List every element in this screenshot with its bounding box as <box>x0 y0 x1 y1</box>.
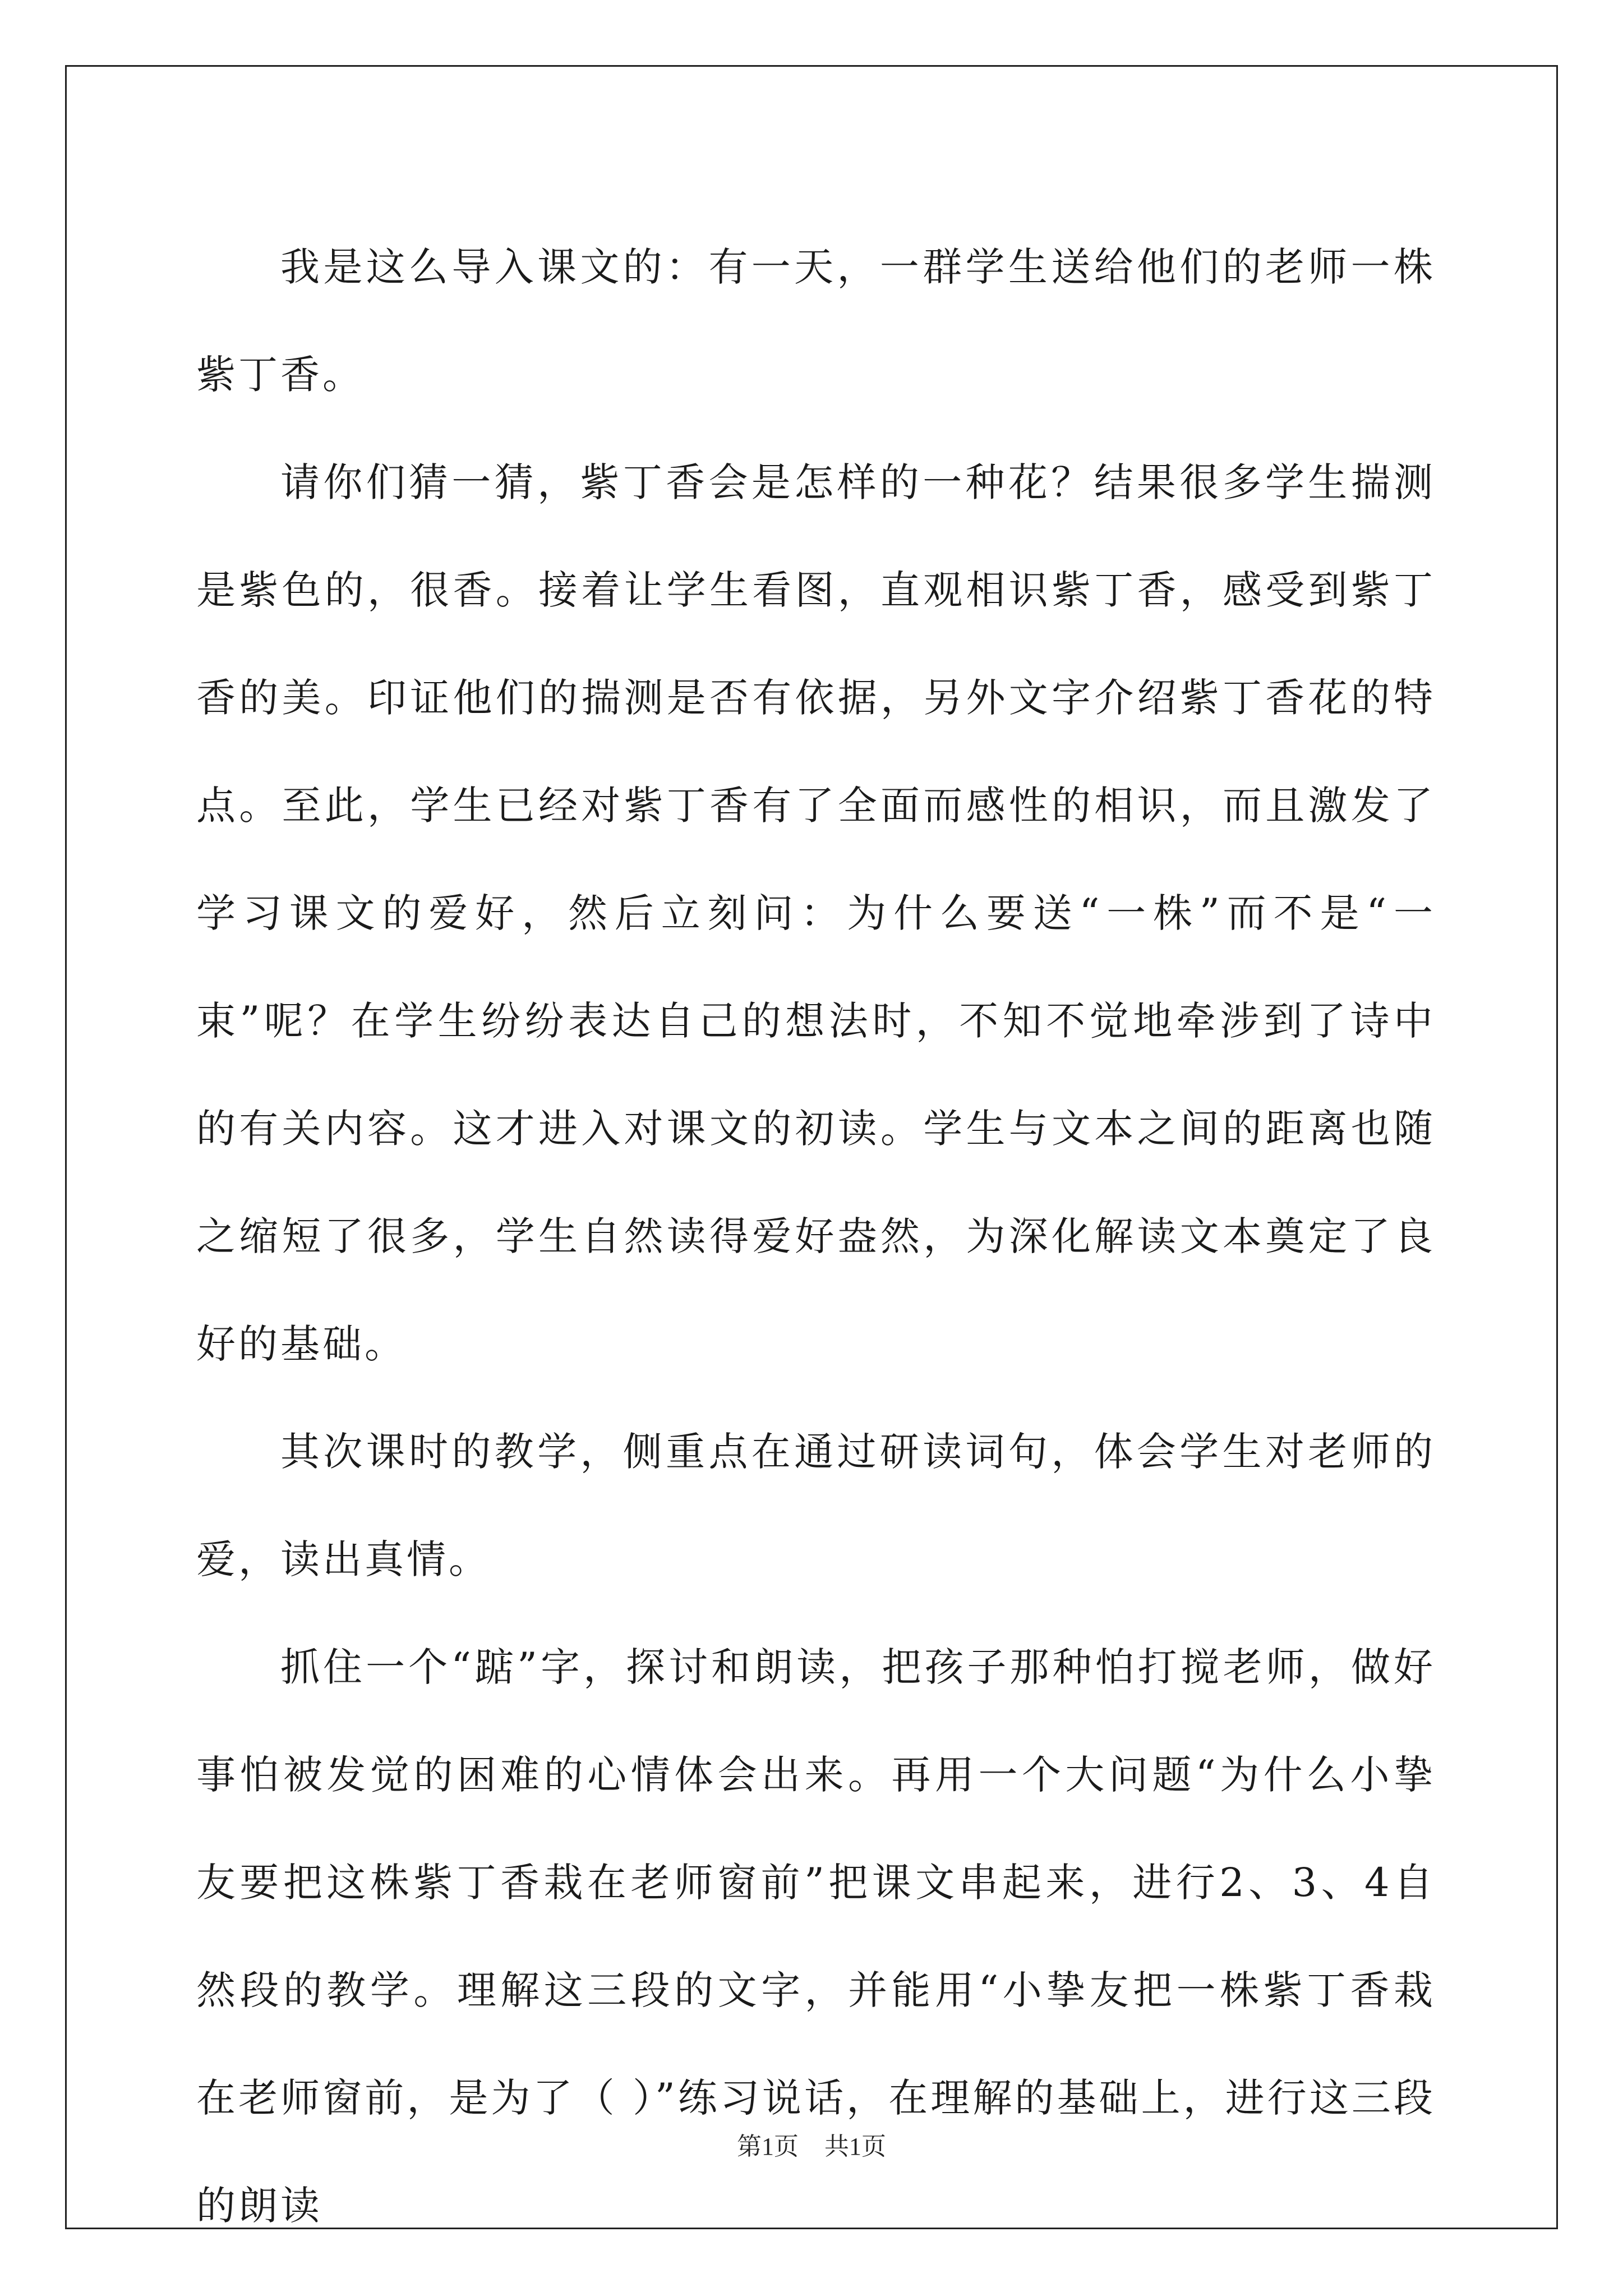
paragraph-guess: 请你们猜一猜，紫丁香会是怎样的一种花？结果很多学生揣测是紫色的，很香。接着让学生看图，直观相识紫丁香，感受到紫丁香的美。印证他们的揣测是否有依据，另外文字介绍紫丁香花的特点。至此，学生已经对紫丁香有了全面而感性的相识，而且激发了学习课文的爱好，然后立刻问：为什么要送“一株”而不是“一束”呢？在学生纷纷表达自己的想法时，不知不觉地牵涉到了诗中的有关内容。这才进入对课文的初读。学生与文本之间的距离也随之缩短了很多，学生自然读得爱好盎然，为深化解读文本奠定了良好的基础。 <box>196 459 1436 1367</box>
paragraph-second-lesson: 其次课时的教学，侧重点在通过研读词句，体会学生对老师的爱，读出真情。 <box>196 1429 1436 1582</box>
paragraph-tiptoe: 抓住一个“踮”字，探讨和朗读，把孩子那种怕打搅老师，做好事怕被发觉的困难的心情体会出来。再用一个大问题“为什么小挚友要把这株紫丁香栽在老师窗前”把课文串起来，进行2、3、4自然段的教学。理解这三段的文字，并能用“小挚友把一株紫丁香栽在老师窗前，是为了（ ）”练习说话，在理解的基础上，进行这三段的朗读 <box>196 1644 1436 2229</box>
document-body <box>196 213 1436 2260</box>
page-footer <box>0 2126 1623 2162</box>
paragraph-intro: 我是这么导入课文的：有一天，一群学生送给他们的老师一株紫丁香。 <box>196 244 1436 398</box>
page-total: 共1页 <box>824 2133 886 2160</box>
page-number: 第1页 <box>737 2133 799 2160</box>
